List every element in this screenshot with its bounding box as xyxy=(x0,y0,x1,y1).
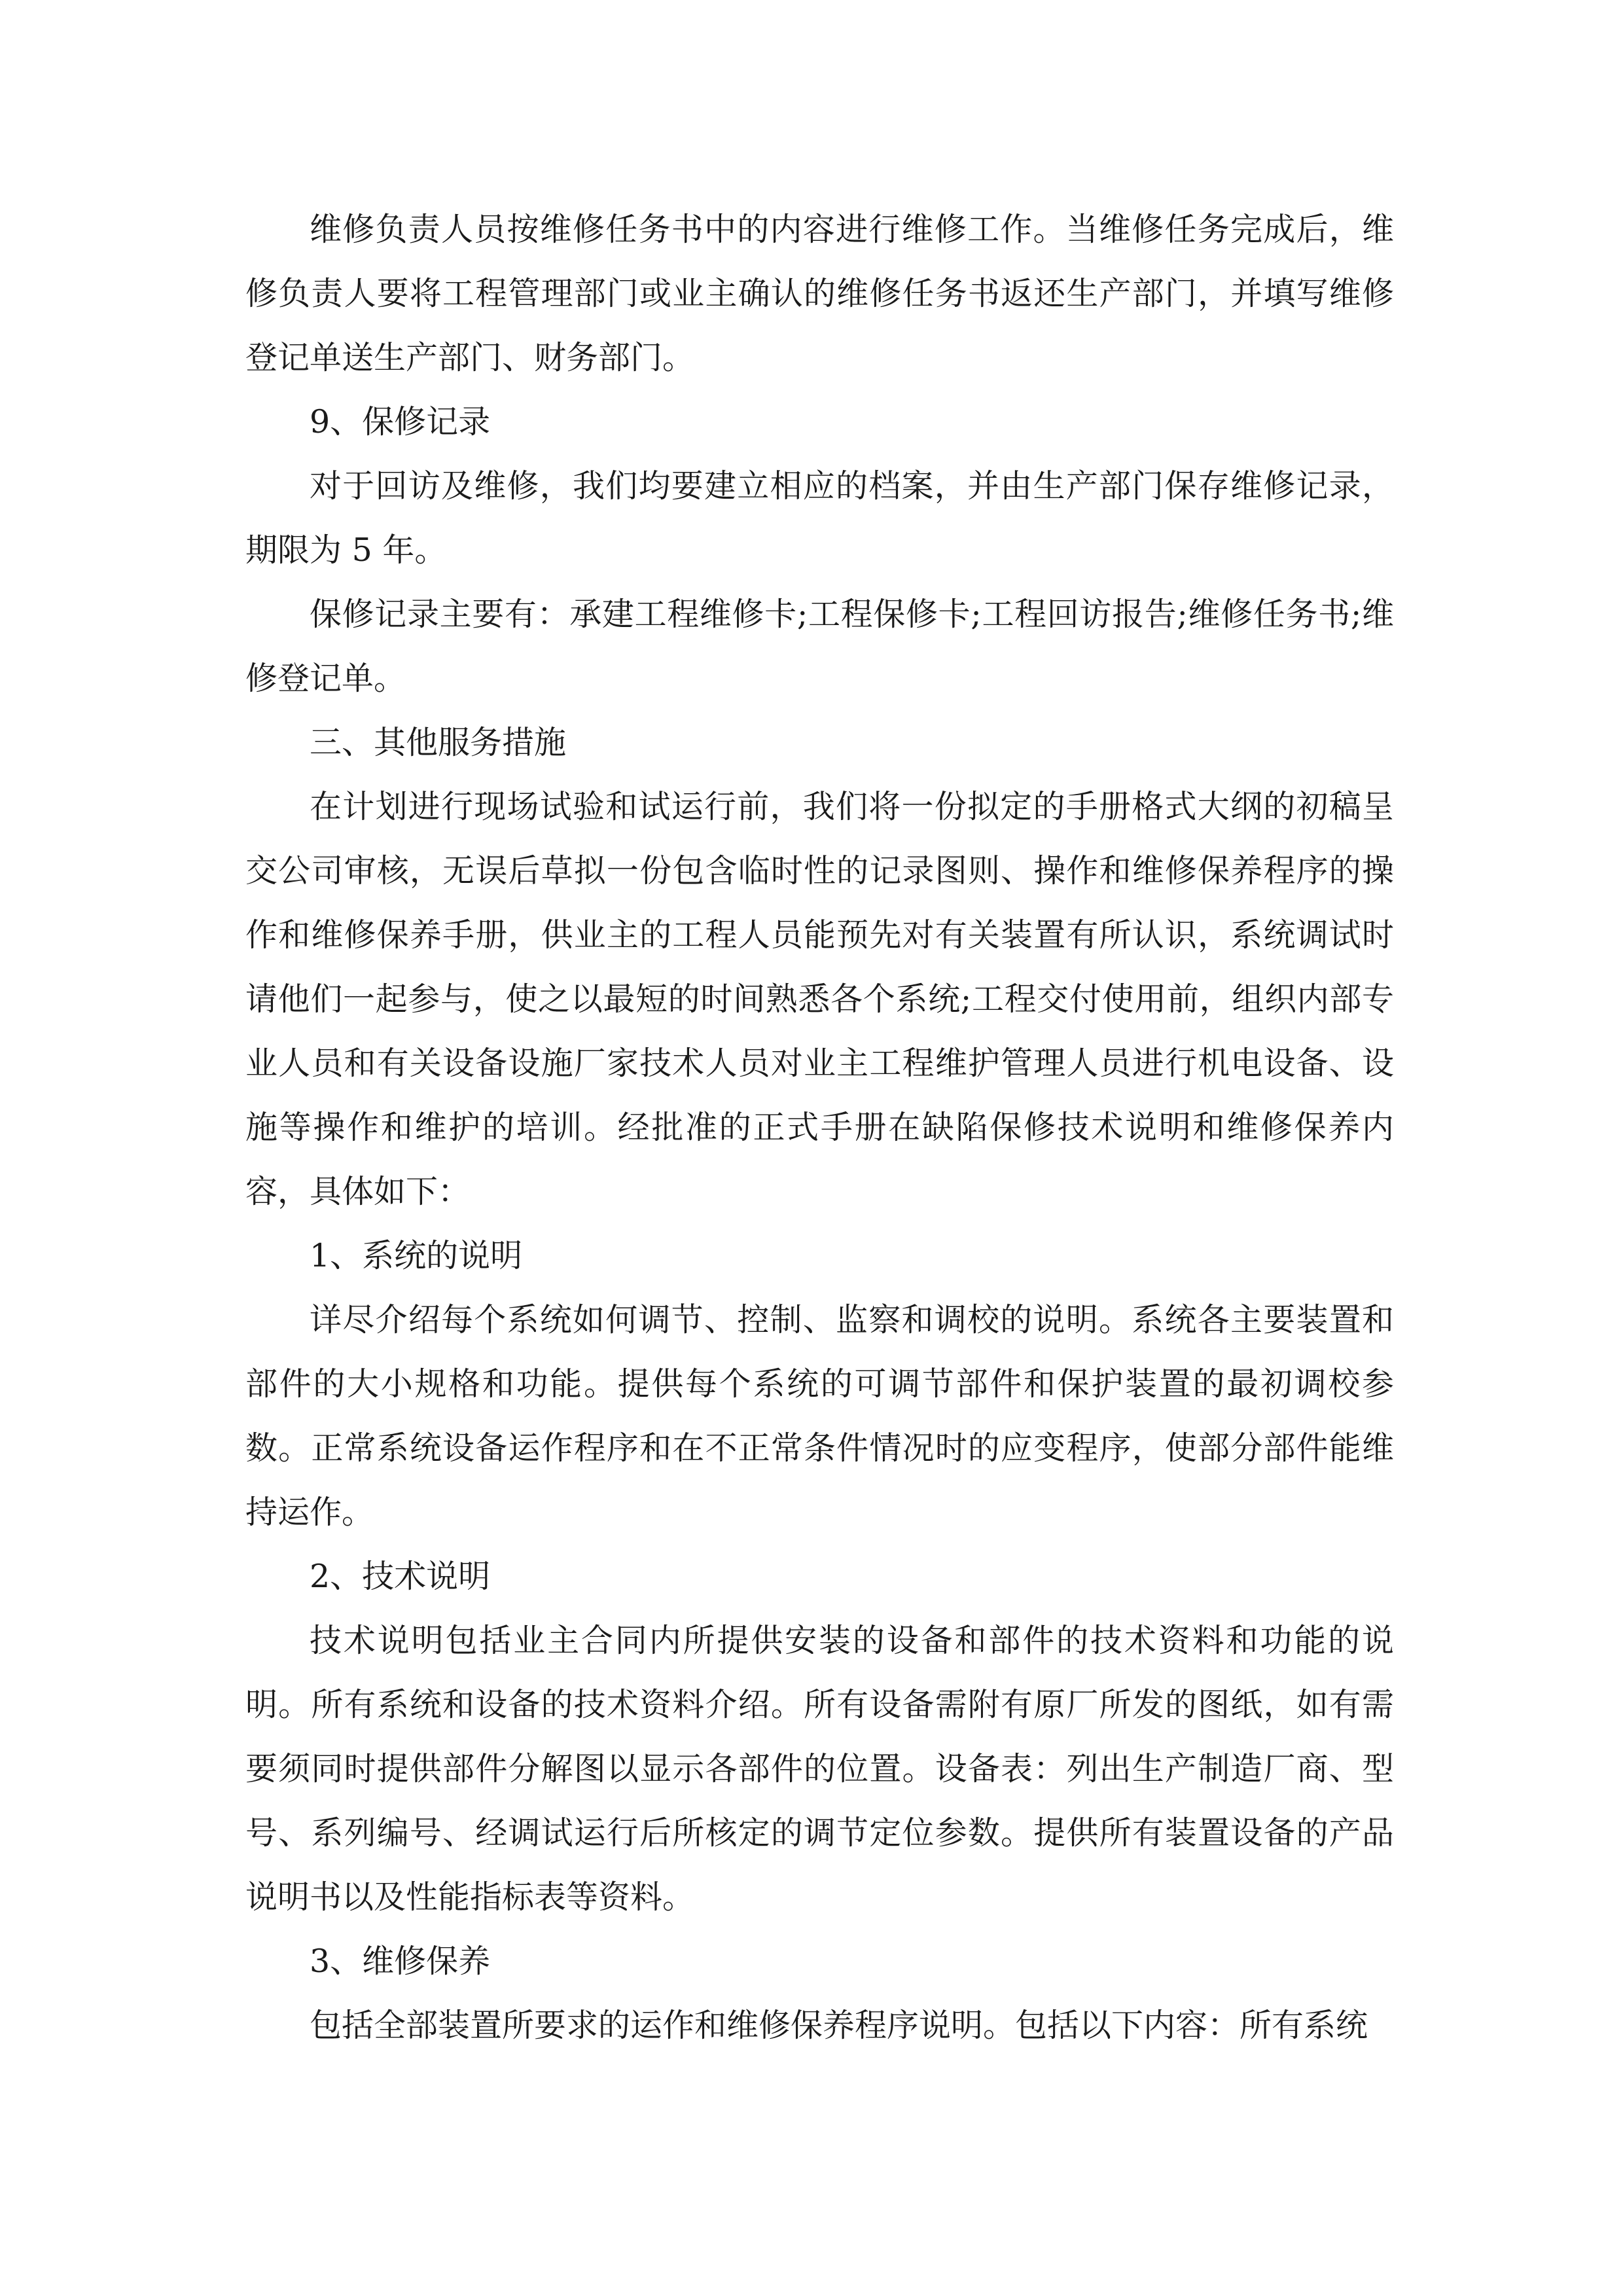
document-body xyxy=(245,198,1394,2058)
heading-system-description: 1、系统的说明 xyxy=(310,1237,523,1274)
paragraph-record-types: 保修记录主要有：承建工程维修卡;工程保修卡;工程回访报告;维修任务书;维修登记单。 xyxy=(245,596,1394,697)
paragraph-archive: 对于回访及维修，我们均要建立相应的档案，并由生产部门保存维修记录，期限为 5 年。 xyxy=(245,467,1394,569)
heading-other-service-measures: 三、其他服务措施 xyxy=(310,724,567,761)
paragraph-manual-draft: 在计划进行现场试验和试运行前，我们将一份拟定的手册格式大纲的初稿呈交公司审核，无误后草拟一份包含临时性的记录图则、操作和维修保养程序的操作和维修保养手册，供业主的工程人员能预先对有关装置有所认识，系统调试时请他们一起参与，使之以最短的时间熟悉各个系统;工程交付使用前，组织内部专业人员和有关设备设施厂家技术人员对业主工程维护管理人员进行机电设备、设施等操作和维护的培训。经批准的正式手册在缺陷保修技术说明和维修保养内容，具体如下： xyxy=(245,788,1394,1210)
heading-technical-description: 2、技术说明 xyxy=(310,1558,491,1595)
paragraph-repair-work: 维修负责人员按维修任务书中的内容进行维修工作。当维修任务完成后，维修负责人要将工程管理部门或业主确认的维修任务书返还生产部门，并填写维修登记单送生产部门、财务部门。 xyxy=(245,211,1394,376)
paragraph-technical-details: 技术说明包括业主合同内所提供安装的设备和部件的技术资料和功能的说明。所有系统和设备的技术资料介绍。所有设备需附有原厂所发的图纸，如有需要须同时提供部件分解图以显示各部件的位置。设备表：列出生产制造厂商、型号、系列编号、经调试运行后所核定的调节定位参数。提供所有装置设备的产品说明书以及性能指标表等资料。 xyxy=(245,1622,1394,1916)
heading-maintenance: 3、维修保养 xyxy=(310,1943,491,1980)
paragraph-maintenance-details: 包括全部装置所要求的运作和维修保养程序说明。包括以下内容：所有系统 xyxy=(310,2007,1368,2044)
paragraph-system-details: 详尽介绍每个系统如何调节、控制、监察和调校的说明。系统各主要装置和部件的大小规格和功能。提供每个系统的可调节部件和保护装置的最初调校参数。正常系统设备运作程序和在不正常条件情况时的应变程序，使部分部件能维持运作。 xyxy=(245,1301,1394,1531)
heading-warranty-records: 9、保修记录 xyxy=(310,403,491,440)
